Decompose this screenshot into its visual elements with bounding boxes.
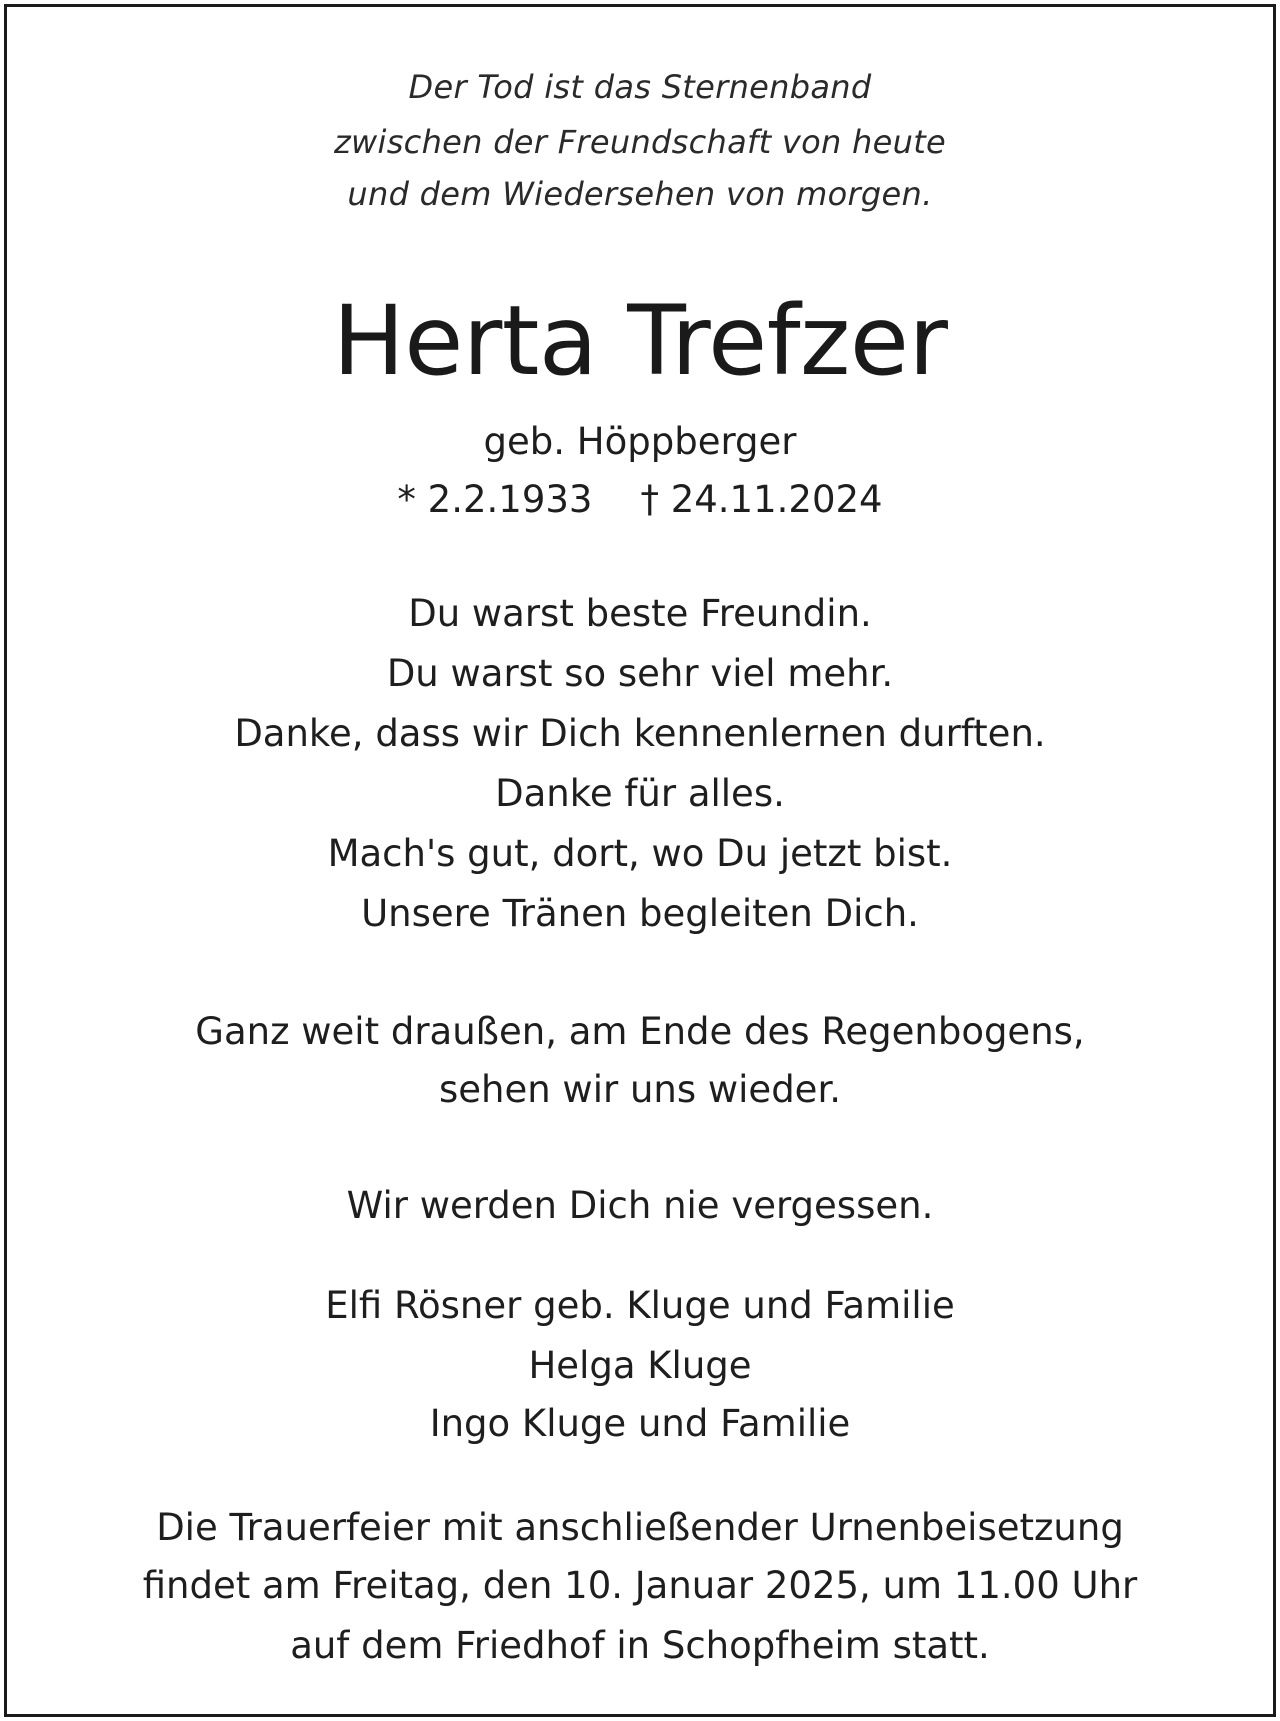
motto-line-1: Der Tod ist das Sternenband — [408, 68, 872, 106]
death-date: † 24.11.2024 — [640, 478, 883, 521]
motto-line-3: und dem Wiedersehen von morgen. — [347, 175, 933, 213]
motto-line-2: zwischen der Freundschaft von heute — [333, 123, 947, 161]
tribute-line-4: Danke für alles. — [495, 772, 785, 815]
notice-border — [4, 4, 1276, 1717]
rainbow-line-2: sehen wir uns wieder. — [438, 1068, 842, 1111]
farewell-line: Wir werden Dich nie vergessen. — [346, 1184, 934, 1227]
tribute-line-2: Du warst so sehr viel mehr. — [386, 652, 894, 695]
life-dates — [7, 478, 1273, 521]
mourner-line-1: Elfi Rösner geb. Kluge und Familie — [325, 1284, 955, 1327]
rainbow-line-1: Ganz weit draußen, am Ende des Regenbogens, — [195, 1010, 1085, 1053]
service-line-1: Die Trauerfeier mit anschließender Urnenbeisetzung — [156, 1506, 1124, 1549]
tribute-line-3: Danke, dass wir Dich kennenlernen durften. — [234, 712, 1046, 755]
tribute-line-5: Mach's gut, dort, wo Du jetzt bist. — [327, 832, 953, 875]
service-line-2: findet am Freitag, den 10. Januar 2025, um 11.00 Uhr — [142, 1564, 1138, 1607]
tribute-line-6: Unsere Tränen begleiten Dich. — [361, 892, 919, 935]
birth-date: * 2.2.1933 — [397, 478, 593, 521]
obituary-notice — [7, 7, 1273, 1714]
mourner-line-3: Ingo Kluge und Familie — [429, 1402, 851, 1445]
service-line-3: auf dem Friedhof in Schopfheim statt. — [290, 1624, 990, 1667]
deceased-name: Herta Trefzer — [332, 285, 948, 397]
tribute-line-1: Du warst beste Freundin. — [408, 592, 872, 635]
maiden-name: geb. Höppberger — [483, 420, 797, 463]
mourner-line-2: Helga Kluge — [528, 1344, 752, 1387]
